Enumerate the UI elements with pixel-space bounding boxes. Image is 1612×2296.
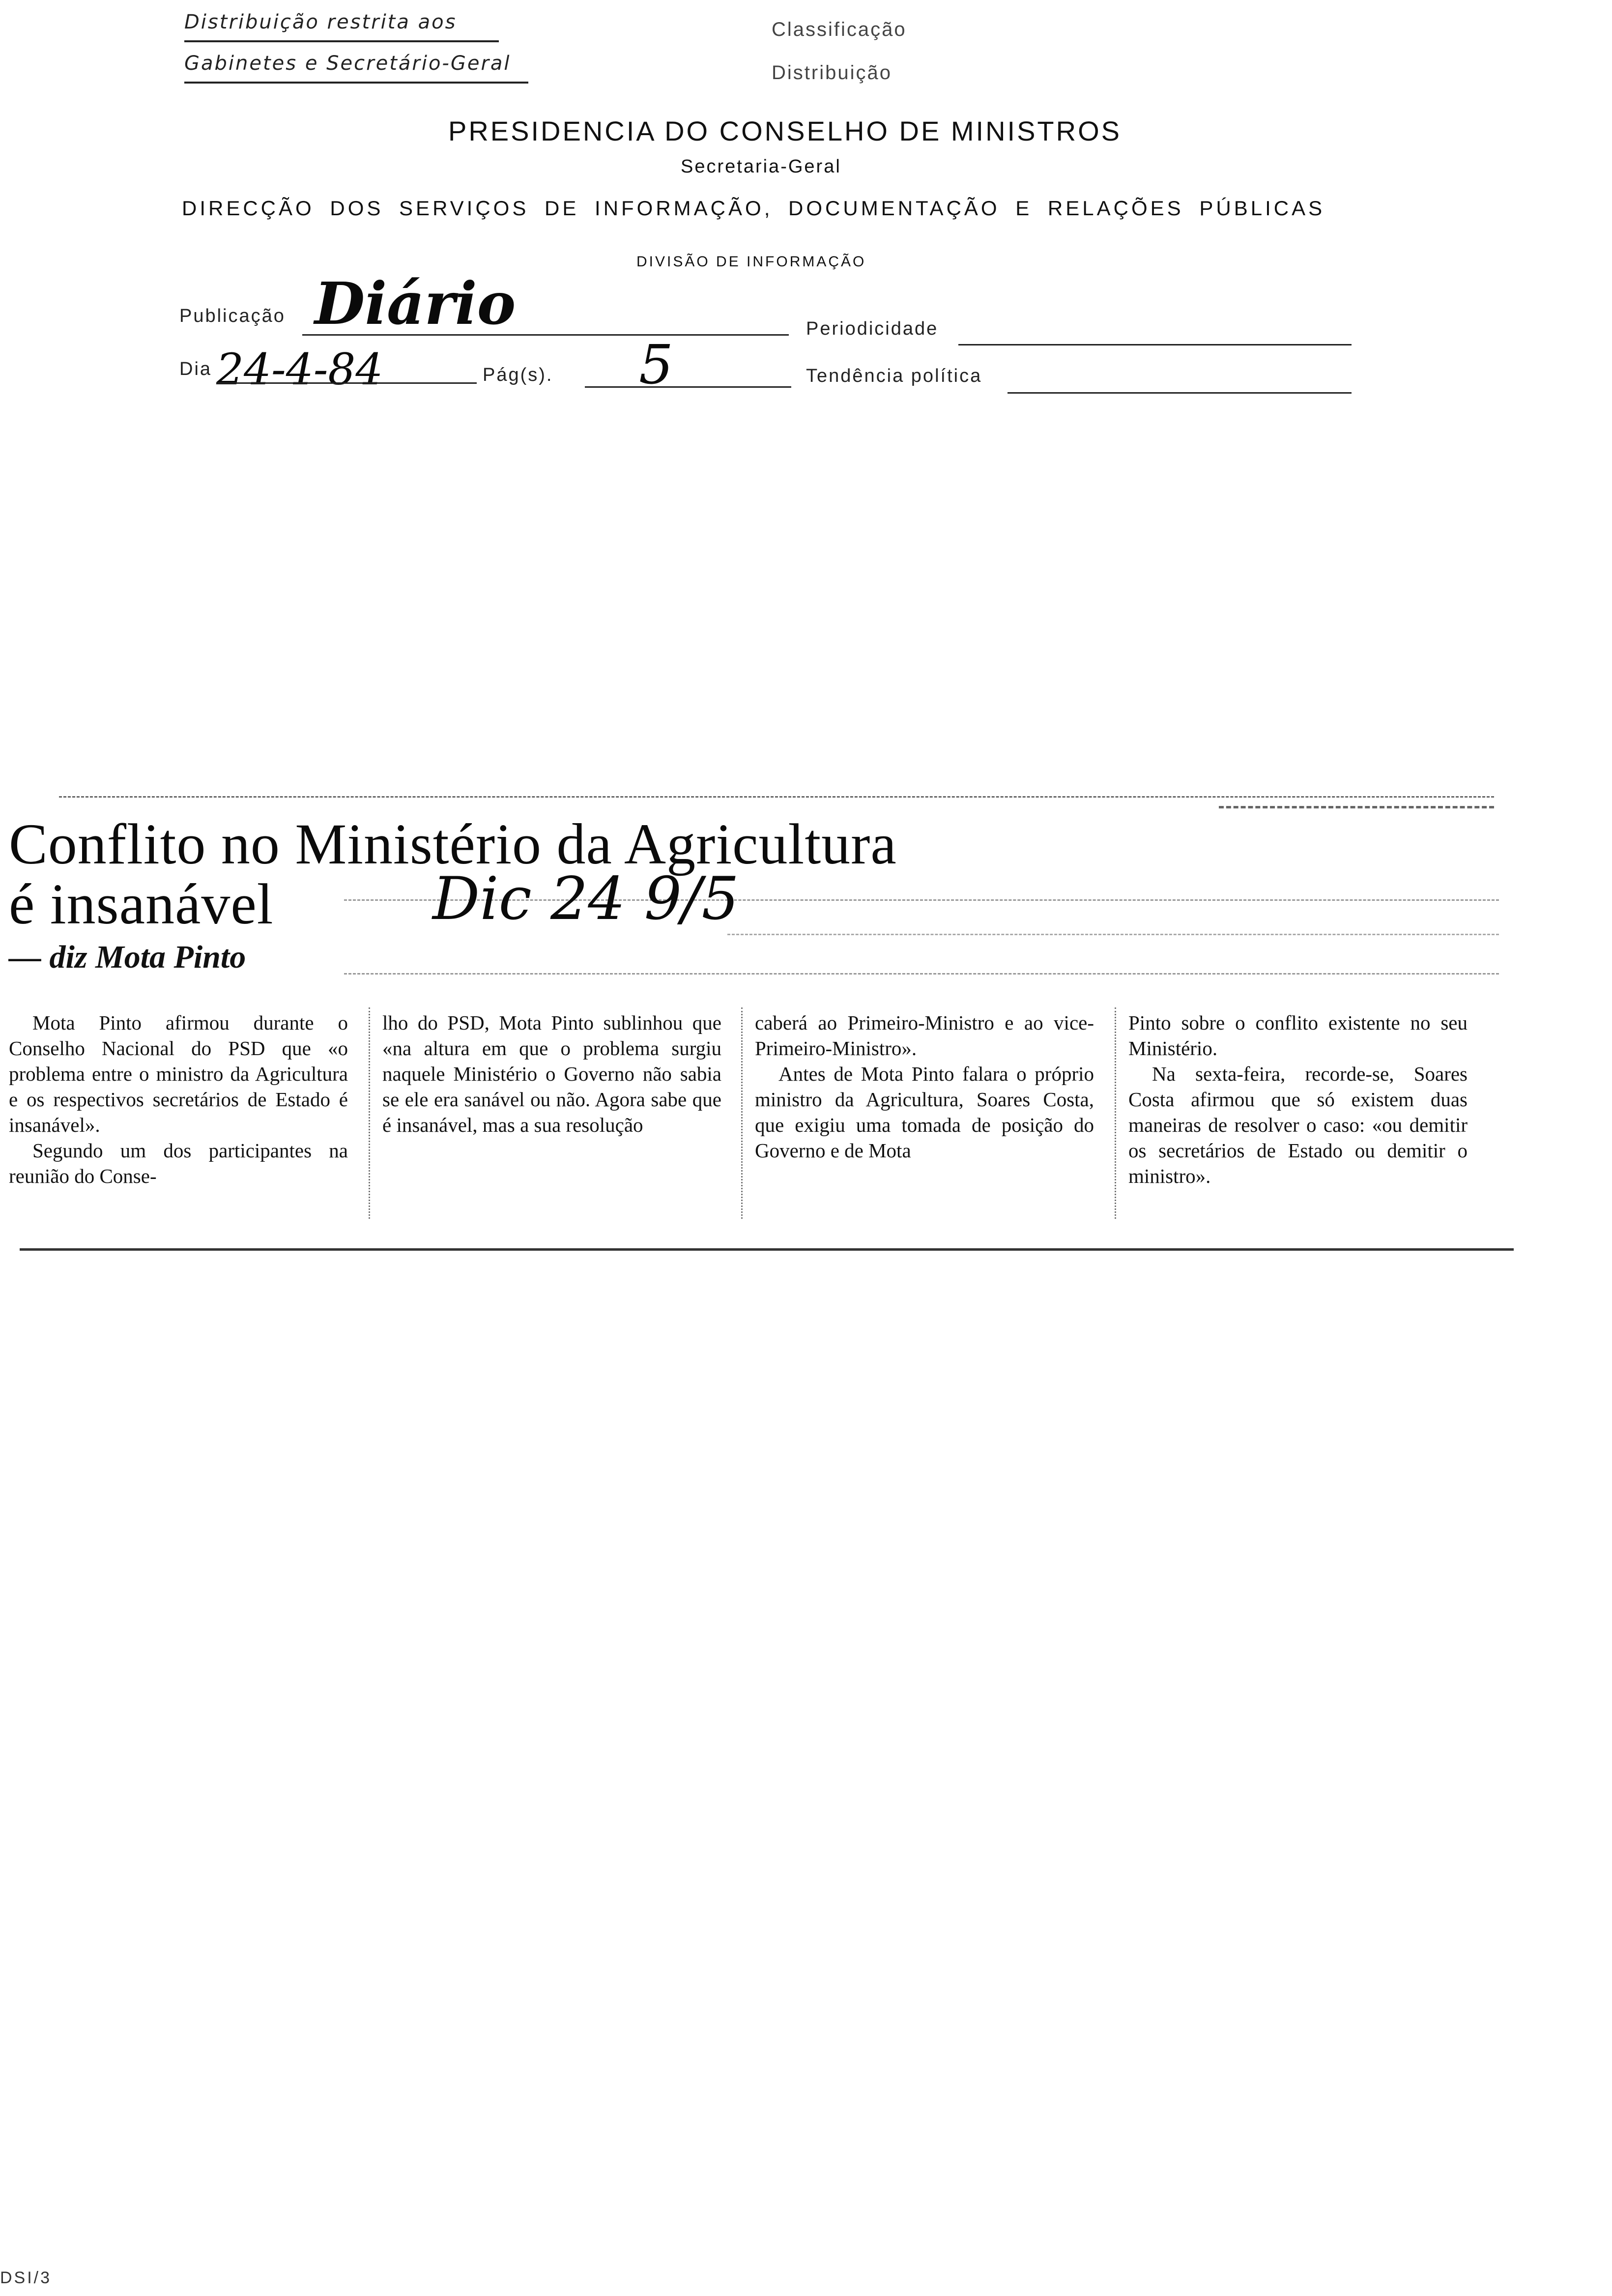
periodicidade-label: Periodicidade (806, 318, 939, 339)
article-paragraph: lho do PSD, Mota Pinto sublinhou que «na altura em que o problema surgiu naquele Ministério o Governo não sabia se ele era sanável ou não. Agora sabe que é insanável, mas a sua resolução (382, 1011, 721, 1136)
secretaria-geral: Secretaria-Geral (681, 156, 841, 177)
organization-title: PRESIDENCIA DO CONSELHO DE MINISTROS (448, 115, 1122, 146)
clipping-top-right-edge (1219, 806, 1494, 808)
clipping-bottom-edge (20, 1248, 1514, 1251)
article-paragraph: caberá ao Primeiro-Ministro e ao vice-Primeiro-Ministro». (755, 1011, 1094, 1060)
dia-handwritten-value: 24-4-84 (216, 344, 383, 395)
distribution-restriction-line2: Gabinetes e Secretário-Geral (184, 52, 511, 75)
distribution-underline-2 (184, 82, 528, 84)
newspaper-clipping (0, 786, 1519, 1268)
footer-form-code: DSI/3 (0, 2268, 52, 2287)
clipping-top-edge (59, 796, 1494, 798)
article-subtitle: — diz Mota Pinto (9, 939, 246, 975)
tendencia-underline (1008, 392, 1352, 394)
article-column-1 (9, 1010, 348, 1189)
article-column-2 (382, 1010, 721, 1138)
article-paragraph: Segundo um dos participantes na reunião do Conse- (9, 1139, 348, 1187)
publicacao-handwritten-value: Diário (315, 269, 516, 338)
article-paragraph: Mota Pinto afirmou durante o Conselho Nacional do PSD que «o problema entre o ministro da Agricultura e os respectivos secretários de Estado é insanável». (9, 1011, 348, 1136)
article-paragraph: Antes de Mota Pinto falara o próprio ministro da Agricultura, Soares Costa, que exigiu uma tomada de posição do Governo e de Mota (755, 1062, 1094, 1162)
distribution-restriction-line1: Distribuição restrita aos (184, 11, 457, 33)
dia-underline (216, 382, 477, 384)
dia-label: Dia (179, 359, 212, 379)
tendencia-politica-label: Tendência política (806, 366, 982, 386)
article-paragraph: Na sexta-feira, recorde-se, Soares Costa afirmou que só existem duas maneiras de resolver o caso: «ou demitir os secretários de Estado ou demitir o ministro». (1128, 1062, 1468, 1187)
pags-handwritten-value: 5 (639, 333, 673, 396)
clipping-noise-3 (344, 973, 1499, 975)
classificacao-label: Classificação (772, 19, 907, 40)
divisao-informacao: DIVISÃO DE INFORMAÇÃO (636, 254, 866, 270)
article-column-3 (755, 1010, 1094, 1163)
direccao-servicos: DIRECÇÃO DOS SERVIÇOS DE INFORMAÇÃO, DOCUMENTAÇÃO E RELAÇÕES PÚBLICAS (182, 197, 1325, 220)
periodicidade-underline (958, 344, 1352, 345)
column-divider (741, 1007, 743, 1219)
distribuicao-label: Distribuição (772, 62, 892, 84)
clipping-noise-2 (727, 934, 1499, 935)
article-paragraph: Pinto sobre o conflito existente no seu Ministério. (1128, 1011, 1468, 1060)
publicacao-underline (302, 334, 789, 336)
publicacao-label: Publicação (179, 306, 286, 326)
headline-line1: Conflito no Ministério da Agricultura (9, 812, 897, 876)
pags-underline (585, 386, 791, 388)
headline-line2: é insanável (9, 872, 274, 936)
column-divider (369, 1007, 370, 1219)
handwritten-annotation: Dic 24 9/5 (432, 865, 739, 933)
distribution-underline-1 (184, 40, 499, 42)
pags-label: Pág(s). (483, 365, 553, 385)
column-divider (1115, 1007, 1116, 1219)
article-column-4 (1128, 1010, 1468, 1189)
